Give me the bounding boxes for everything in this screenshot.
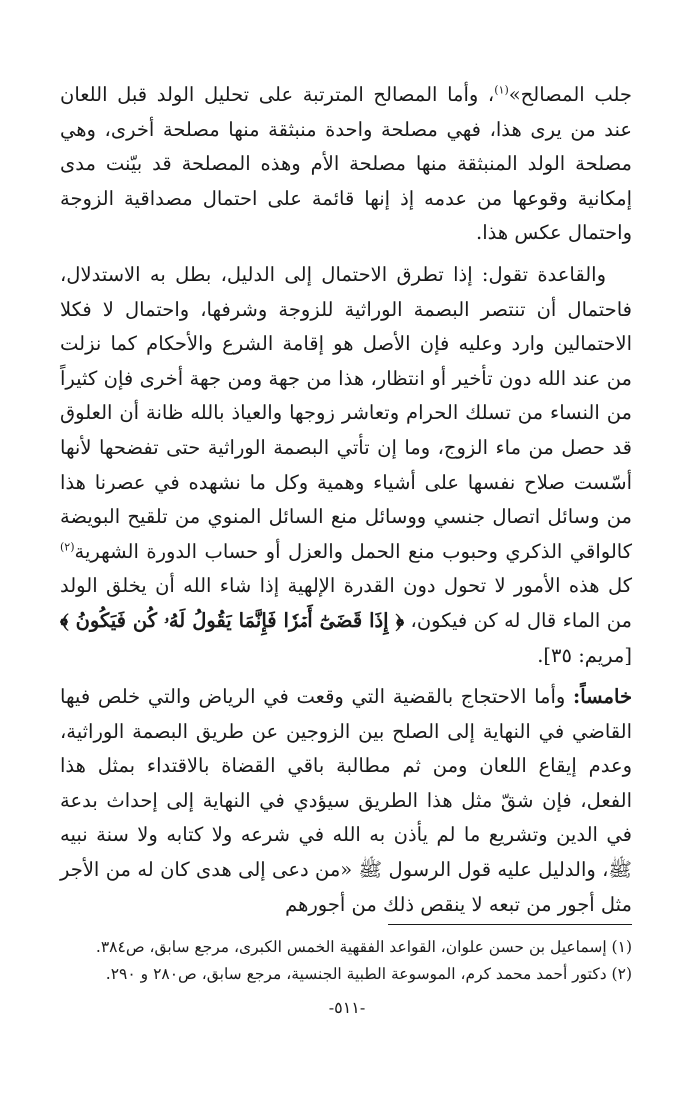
footnote-2: (٢) دكتور أحمد محمد كرم، الموسوعة الطبية الجنسية، مرجع سابق، ص٢٨٠ و ٢٩٠.	[105, 965, 632, 983]
footnote-divider	[388, 924, 632, 925]
paragraph-2	[60, 258, 632, 673]
paragraph-3-text: وأما الاحتجاج بالقضية التي وقعت في الرياض والتي خلص فيها القاضي في النهاية إلى الصلح بين الزوجين عن طريق البصمة الوراثية، وعدم إيقاع اللعان ومن ثم مطالبة باقي القضاة بالاقتداء بمثل هذا الفعل، فإن شقّ مثل هذا الطريق سيؤدي في النهاية إلى إحداث بدعة في الدين وتشريع ما لم يأذن به الله في شرعه ولا كتابه ولا سنة نبيه ﷺ، والدليل عليه قول الرسول ﷺ «من دعى إلى هدى كان له من الأجر مثل أجور من تبعه لا ينقص ذلك من أجورهم	[60, 685, 632, 916]
footnote-ref-1[interactable]: (١)	[494, 83, 509, 97]
paragraph-1	[60, 78, 632, 251]
section-term: خامساً:	[573, 685, 632, 709]
footnotes	[60, 934, 632, 988]
paragraph-2-text-start: والقاعدة تقول: إذا تطرق الاحتمال إلى الدليل، بطل به الاستدلال، فاحتمال أن تنتصر البصمة الوراثية للزوجة وشرفها، واحتمال لا فكلا الاحتمالين وارد وعليه فإن الأصل هو إقامة الشرع والأحكام كما نزلت من عند الله دون تأخير أو انتظار، هذا من جهة ومن جهة أخرى فإن كثيراً من النساء من تسلك الحرام وتعاشر زوجها والعياذ بالله ظانة أن العلوق قد حصل من ماء الزوج، وما إن تأتي البصمة الوراثية حتى تفضحها لأنها أسّست صلاح نفسها على أشياء وهمية وكل ما نشهده في عصرنا هذا من وسائل اتصال جنسي ووسائل منع السائل المنوي من تلقيح البويضة كالواقي الذكري وحبوب منع الحمل والعزل أو حساب الدورة الشهرية	[60, 262, 632, 563]
footnote-ref-2[interactable]: (٢)	[60, 540, 75, 554]
paragraph-1-text-rest: ، وأما المصالح المترتبة على تحليل الولد قبل اللعان عند من يرى هذا، فهي مصلحة واحدة منبثقة منها مصلحة أخرى، وهي مصلحة الولد المنبثقة منها مصلحة الأم وهذه المصلحة قد بيّنت مدى إمكانية وقوعها من عدمه إذ إنها قائمة على احتمال مصداقية الزوجة واحتمال عكس هذا.	[60, 83, 632, 245]
verse-citation: [مريم: ٣٥].	[537, 643, 632, 667]
paragraph-3	[60, 680, 632, 922]
footnote-1: (١) إسماعيل بن حسن علوان، القواعد الفقهية الخمس الكبرى، مرجع سابق، ص٣٨٤.	[95, 938, 632, 956]
quran-verse: ﴿ إِذَا قَضَىٰٓ أَمۡرٗا فَإِنَّمَا يَقُولُ لَهُۥ كُن فَيَكُونُ ﴾	[60, 608, 405, 632]
page-number: -٥١١-	[328, 998, 366, 1017]
paragraph-1-text-start: جلب المصالح»	[508, 83, 632, 106]
paragraph-2-text-rest: كل هذه الأمور لا تحول دون القدرة الإلهية إذا شاء الله أن يخلق الولد من الماء قال له كن فيكون،	[60, 574, 632, 632]
